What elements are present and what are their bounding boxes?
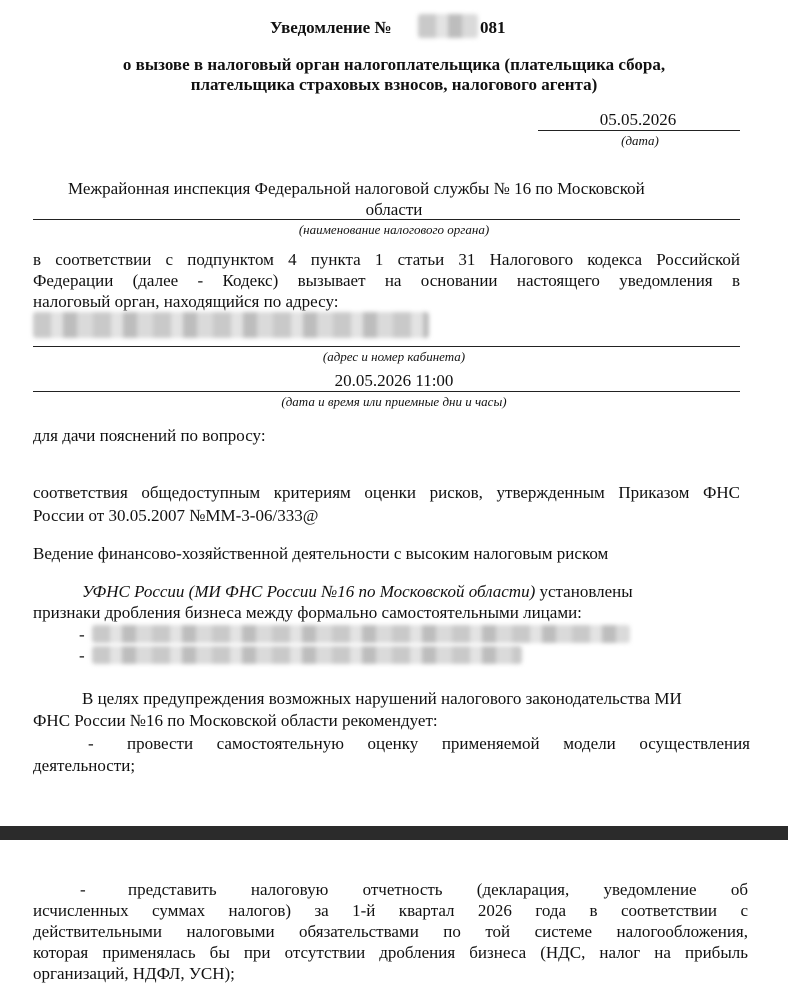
intro-line-3: налоговый орган, находящийся по адресу:: [33, 292, 339, 311]
address-caption: (адрес и номер кабинета): [322, 349, 466, 364]
notice-title-prefix: Уведомление №: [270, 18, 392, 37]
date-underline: [538, 130, 740, 131]
question-line-2: России от 30.05.2007 №ММ-3-06/333@: [33, 506, 319, 525]
intro-line-1: в соответствии с подпунктом 4 пункта 1 статьи 31 Налогового кодекса Российской: [33, 250, 740, 269]
finding-line-1: [82, 581, 633, 602]
authority-line-2: области: [365, 200, 423, 219]
finding-dash-2: -: [79, 646, 85, 665]
finding-dash-1: -: [79, 625, 85, 644]
subtitle-line-2: плательщика страховых взносов, налогового агента): [190, 75, 598, 94]
notice-date: 05.05.2026: [599, 110, 677, 129]
intro-line-2: Федерации (далее - Кодекс) вызывает на основании настоящего уведомления в: [33, 271, 740, 290]
subtitle-line-1: о вызове в налоговый орган налогоплательщика (плательщика сбора,: [122, 55, 666, 74]
second-page-dash: -: [80, 880, 86, 899]
recommendation-item-1-dash: -: [88, 734, 94, 753]
date-caption: (дата): [621, 133, 659, 148]
finding-authority-italic: УФНС России (МИ ФНС России №16 по Московской области): [82, 582, 536, 601]
recommendation-line-1: В целях предупреждения возможных нарушений налогового законодательства МИ: [82, 689, 682, 708]
address-underline: [33, 346, 740, 347]
appointment-underline: [33, 391, 740, 392]
finding-line-2: признаки дробления бизнеса между формально самостоятельными лицами:: [33, 603, 582, 622]
authority-underline: [33, 219, 740, 220]
recommendation-line-2: ФНС России №16 по Московской области рекомендует:: [33, 711, 438, 730]
authority-line-1: Межрайонная инспекция Федеральной налоговой службы № 16 по Московской: [68, 179, 645, 198]
second-page-line-1: представить налоговую отчетность (декларация, уведомление об: [128, 880, 748, 899]
redacted-notice-number: [418, 14, 478, 38]
finding-line-1-rest: установлены: [535, 582, 633, 601]
question-label: для дачи пояснений по вопросу:: [33, 426, 266, 445]
recommendation-item-1-line-1: провести самостоятельную оценку применяемой модели осуществления: [127, 734, 750, 753]
redacted-entity-2: [92, 646, 522, 664]
authority-caption: (наименование налогового органа): [298, 222, 490, 237]
risk-line: Ведение финансово-хозяйственной деятельности с высоким налоговым риском: [33, 544, 609, 563]
page-break-divider: [0, 826, 788, 840]
question-line-1: соответствия общедоступным критериям оценки рисков, утвержденным Приказом ФНС: [33, 483, 740, 502]
second-page-line-3: действительными налоговыми обязательствами по той системе налогообложения,: [33, 922, 748, 941]
redacted-address: [33, 312, 429, 338]
second-page-line-2: исчисленных суммах налогов) за 1-й квартал 2026 года в соответствии с: [33, 901, 748, 920]
recommendation-item-1-line-2: деятельности;: [33, 756, 136, 775]
appointment-datetime: 20.05.2026 11:00: [334, 371, 454, 390]
redacted-entity-1: [92, 625, 630, 643]
appointment-caption: (дата и время или приемные дни и часы): [281, 394, 507, 409]
notice-title-suffix: 081: [480, 18, 506, 37]
second-page-line-4: которая применялась бы при отсутствии дробления бизнеса (НДС, налог на прибыль: [33, 943, 748, 962]
second-page-line-5: организаций, НДФЛ, УСН);: [33, 964, 235, 983]
